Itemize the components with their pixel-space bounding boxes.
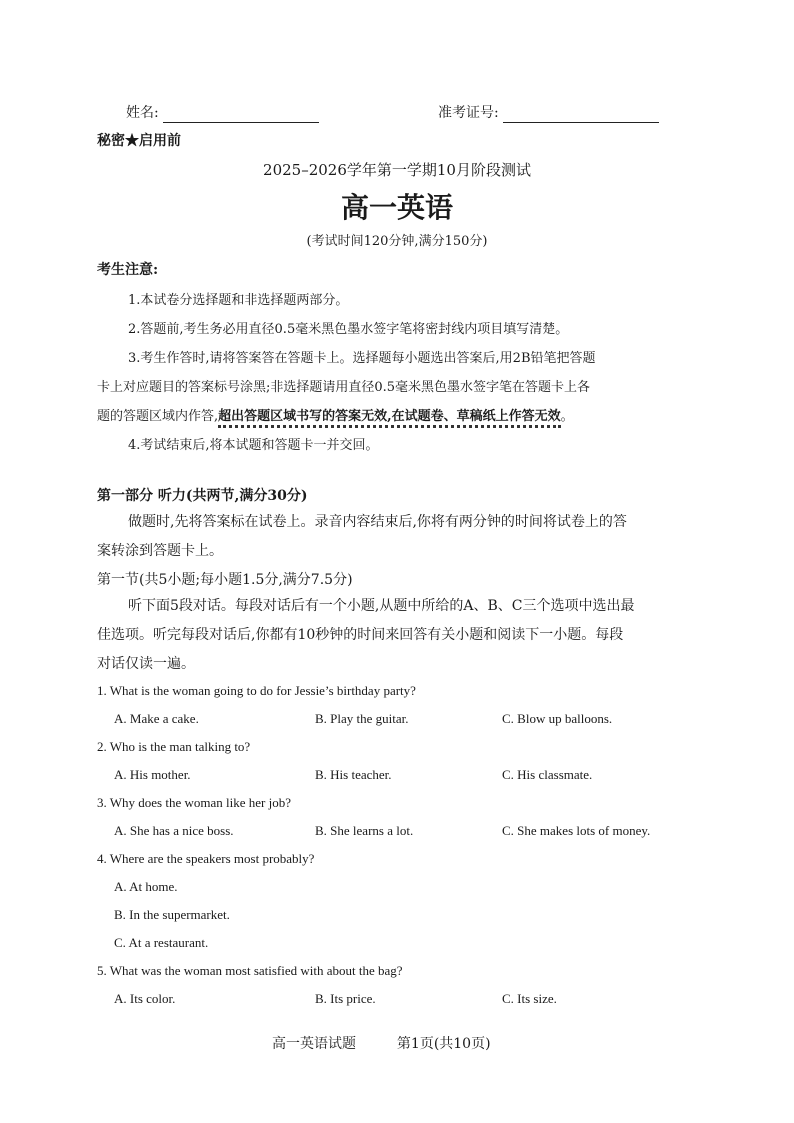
term-title: 2025–2026学年第一学期10月阶段测试 [263, 161, 531, 179]
page-footer [272, 1034, 491, 1054]
notice-heading: 考生注意: [97, 262, 159, 278]
question-1-option-c[interactable]: C. Blow up balloons. [502, 711, 613, 726]
name-field [126, 103, 319, 123]
question-3-option-a[interactable]: A. She has a nice boss. [114, 823, 234, 838]
question-5-option-b[interactable]: B. Its price. [315, 991, 376, 1006]
secret-label: 秘密★启用前 [97, 133, 181, 149]
notice-item-3-end: 。 [560, 409, 574, 424]
part1-intro-line-1: 做题时,先将答案标在试卷上。录音内容结束后,你将有两分钟的时间将试卷上的答 [128, 514, 627, 530]
question-5: 5. What was the woman most satisfied with about the bag? [97, 963, 403, 978]
notice-item-3-emphasis: 超出答题区域书写的答案无效,在试题卷、草稿纸上作答无效 [218, 409, 561, 428]
notice-list [97, 286, 697, 460]
question-3: 3. Why does the woman like her job? [97, 795, 291, 810]
time-info: (考试时间120分钟,满分150分) [306, 234, 488, 249]
exam-number-label: 准考证号: [438, 105, 499, 121]
question-4-option-a[interactable]: A. At home. [114, 879, 178, 894]
footer-subject: 高一英语试题 [272, 1036, 356, 1052]
question-5-option-a[interactable]: A. Its color. [114, 991, 176, 1006]
question-2-option-c[interactable]: C. His classmate. [502, 767, 593, 782]
exam-number-field [438, 103, 659, 123]
part1-heading: 第一部分 听力(共两节,满分30分) [97, 488, 308, 504]
question-1-option-b[interactable]: B. Play the guitar. [315, 711, 409, 726]
notice-item-1: 1.本试卷分选择题和非选择题两部分。 [128, 293, 349, 308]
part1-intro-line-2: 案转涂到答题卡上。 [97, 543, 223, 559]
question-4: 4. Where are the speakers most probably? [97, 851, 315, 866]
footer-page-number: 第1页(共10页) [396, 1036, 491, 1052]
section1-line-2: 佳选项。听完每段对话后,你都有10秒钟的时间来回答有关小题和阅读下一小题。每段 [97, 627, 624, 643]
name-label: 姓名: [126, 105, 159, 121]
notice-item-3-line-1: 3.考生作答时,请将答案答在答题卡上。选择题每小题选出答案后,用2B铅笔把答题 [128, 351, 596, 366]
question-1-option-a[interactable]: A. Make a cake. [114, 711, 199, 726]
section1-heading: 第一节(共5小题;每小题1.5分,满分7.5分) [97, 572, 353, 588]
exam-number-blank[interactable] [503, 108, 659, 123]
notice-item-3-text: 题的答题区域内作答, [97, 409, 219, 424]
page-title: 高一英语 [340, 191, 453, 224]
question-3-option-b[interactable]: B. She learns a lot. [315, 823, 414, 838]
notice-item-2: 2.答题前,考生务必用直径0.5毫米黑色墨水签字笔将密封线内项目填写清楚。 [128, 322, 569, 337]
question-2: 2. Who is the man talking to? [97, 739, 251, 754]
part1-intro [97, 508, 697, 566]
name-blank[interactable] [163, 108, 319, 123]
section1-line-1: 听下面5段对话。每段对话后有一个小题,从题中所给的A、B、C三个选项中选出最 [128, 598, 635, 614]
question-4-option-c[interactable]: C. At a restaurant. [114, 935, 209, 950]
notice-item-3-line-2: 卡上对应题目的答案标号涂黑;非选择题请用直径0.5毫米黑色墨水签字笔在答题卡上各 [97, 380, 591, 395]
question-3-option-c[interactable]: C. She makes lots of money. [502, 823, 651, 838]
question-1: 1. What is the woman going to do for Jessie’s birthday party? [97, 683, 416, 698]
notice-item-4: 4.考试结束后,将本试题和答题卡一并交回。 [128, 438, 379, 453]
section1-line-3: 对话仅读一遍。 [97, 656, 195, 672]
question-2-option-a[interactable]: A. His mother. [114, 767, 191, 782]
question-5-option-c[interactable]: C. Its size. [502, 991, 557, 1006]
notice-item-3-line-3 [97, 402, 697, 431]
section1-instructions [97, 592, 697, 679]
question-2-option-b[interactable]: B. His teacher. [315, 767, 392, 782]
question-4-option-b[interactable]: B. In the supermarket. [114, 907, 230, 922]
